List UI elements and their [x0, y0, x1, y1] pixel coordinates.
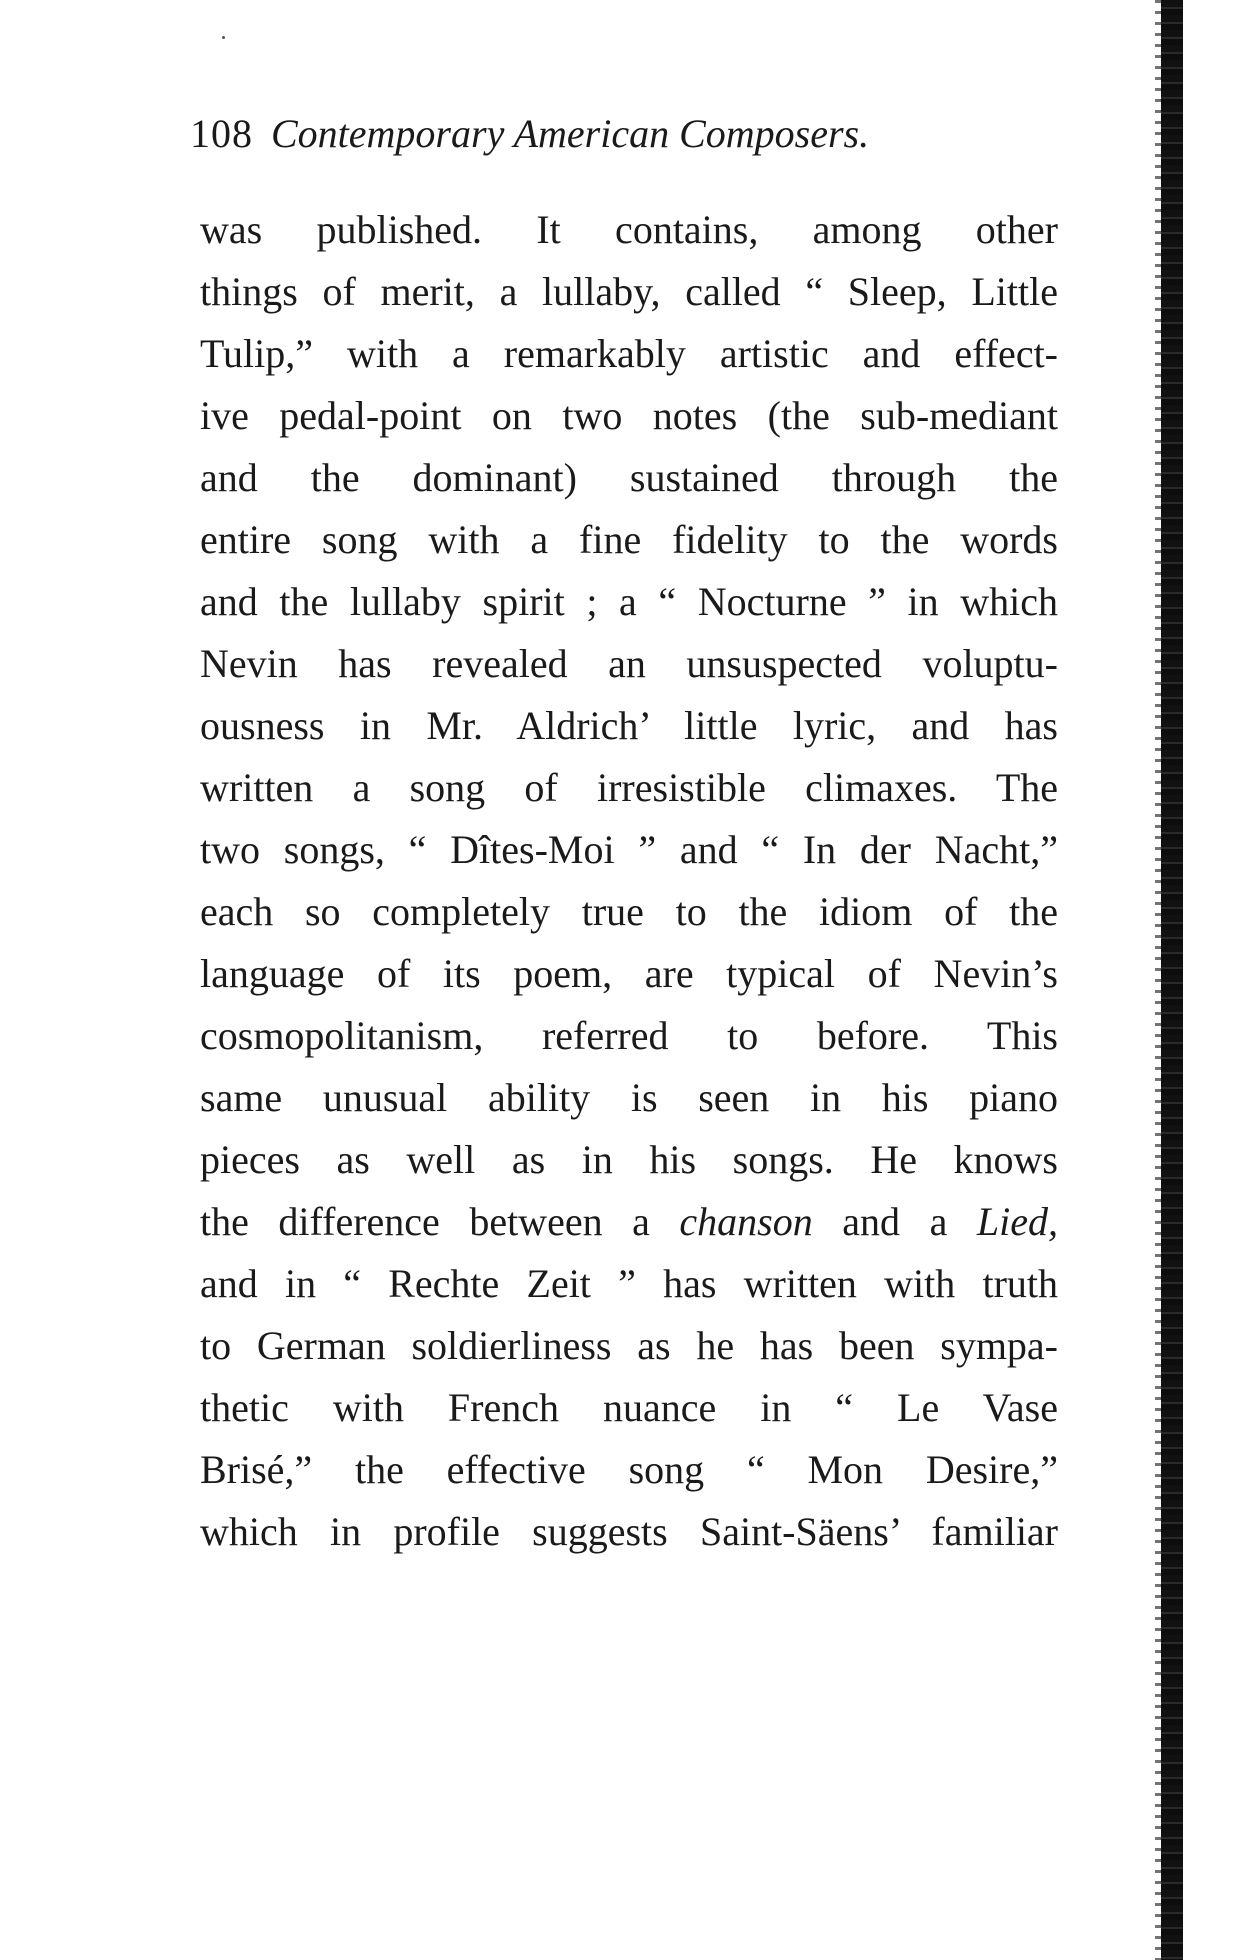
page-number: 108 — [190, 111, 253, 156]
text-line: Nevin has revealed an unsuspected voluptu- — [200, 641, 1058, 686]
text-line: each so completely true to the idiom of the — [200, 889, 1058, 934]
text-line: Tulip,” with a remarkably artistic and effect- — [200, 331, 1058, 376]
text-line-with-italics — [200, 1191, 1058, 1253]
text-line: to German soldierliness as he has been sympa- — [200, 1323, 1058, 1368]
text-line: pieces as well as in his songs. He knows — [200, 1137, 1058, 1182]
text-line: which in profile suggests Saint-Säens’ familiar — [200, 1509, 1058, 1554]
body-text — [200, 199, 1058, 1563]
paper-speck — [222, 36, 225, 39]
text-line: cosmopolitanism, referred to before. This — [200, 1013, 1058, 1058]
italic-word-chanson: chanson — [679, 1199, 813, 1244]
italic-word-lied: Lied, — [976, 1199, 1059, 1244]
text-line: and the lullaby spirit ; a “ Nocturne ” in which — [200, 579, 1058, 624]
text-line: Brisé,” the effective song “ Mon Desire,” — [200, 1447, 1058, 1492]
text-line: ousness in Mr. Aldrich’ little lyric, and has — [200, 703, 1058, 748]
line-text: the difference between a — [200, 1199, 680, 1244]
text-line: ive pedal-point on two notes (the sub-mediant — [200, 393, 1058, 438]
text-line: and the dominant) sustained through the — [200, 455, 1058, 500]
running-title: Contemporary American Composers. — [271, 111, 870, 156]
text-line: and in “ Rechte Zeit ” has written with truth — [200, 1261, 1058, 1306]
text-line: same unusual ability is seen in his piano — [200, 1075, 1058, 1120]
text-line: written a song of irresistible climaxes. The — [200, 765, 1058, 810]
text-line: two songs, “ Dîtes-Moi ” and “ In der Nacht,” — [200, 827, 1058, 872]
text-line: was published. It contains, among other — [200, 207, 1058, 252]
text-line: language of its poem, are typical of Nevin’s — [200, 951, 1058, 996]
text-line: thetic with French nuance in “ Le Vase — [200, 1385, 1058, 1430]
text-line: things of merit, a lullaby, called “ Sleep, Little — [200, 269, 1058, 314]
scanned-page-edge — [1161, 0, 1183, 1960]
text-line: entire song with a fine fidelity to the words — [200, 517, 1058, 562]
running-head — [190, 108, 869, 160]
line-text: and a — [812, 1199, 977, 1244]
